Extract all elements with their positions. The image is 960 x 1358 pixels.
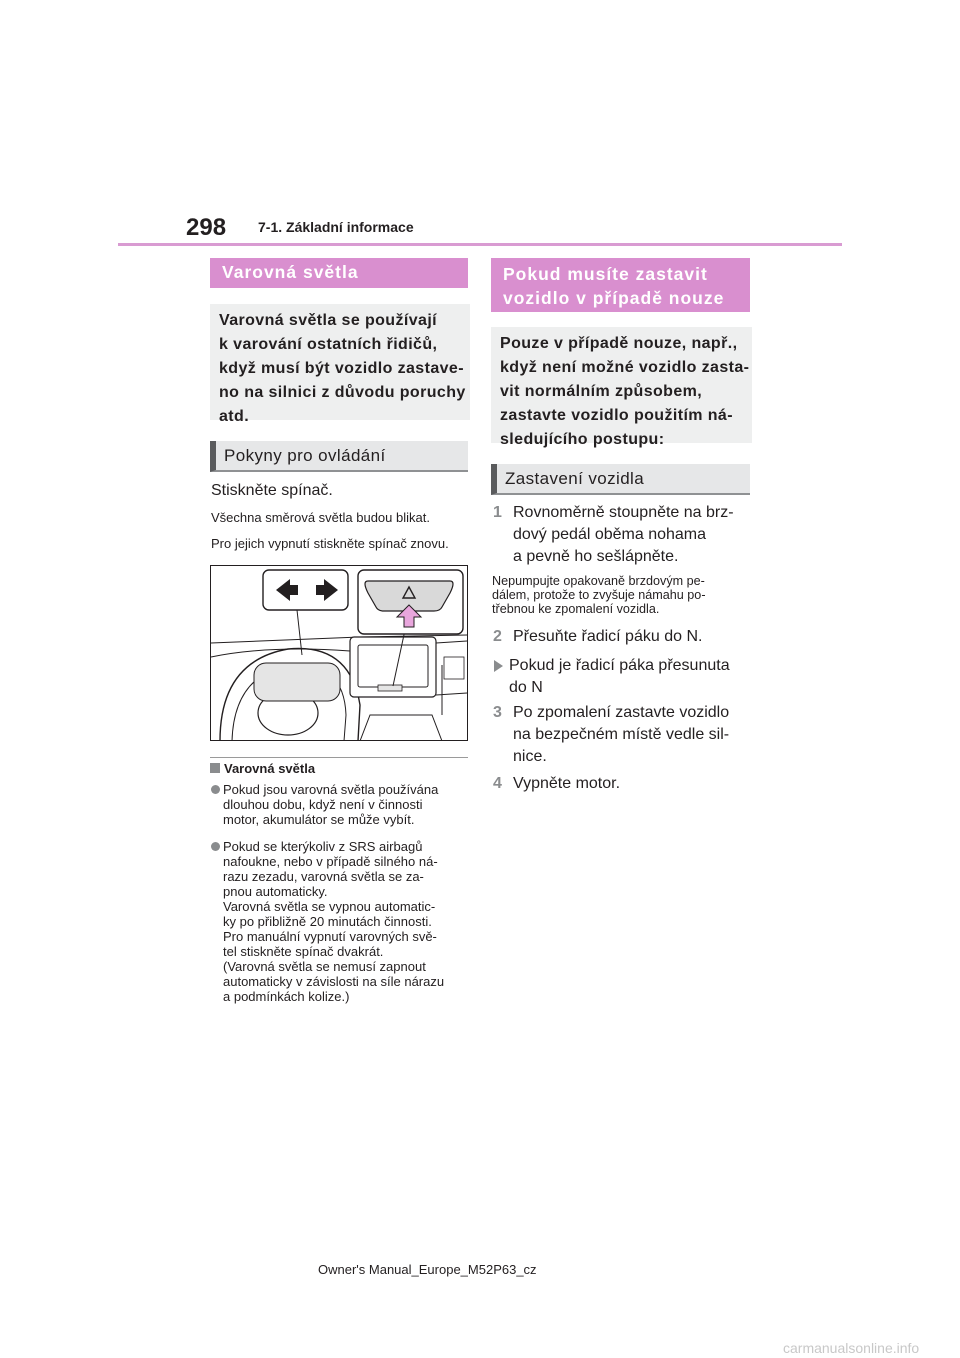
section-title-hazard-lights [210, 258, 468, 288]
notes-heading-text: Varovná světla [224, 761, 316, 776]
notes-divider [210, 757, 468, 758]
step-1-note [492, 574, 706, 616]
notes-heading [210, 761, 315, 776]
footer-manual-id: Owner's Manual_Europe_M52P63_cz [318, 1262, 537, 1277]
sub-step-gear-in-n [509, 655, 730, 699]
section-title-emergency-stop [491, 258, 750, 312]
step-3-text [513, 702, 729, 768]
step-2-text: Přesuňte řadicí páku do N. [513, 628, 703, 645]
intro-line: sledujícího postupu: [500, 431, 665, 448]
step-number-1: 1 [493, 504, 502, 521]
note-line: a podmínkách kolize.) [223, 989, 350, 1004]
subheading-text: Zastavení vozidla [505, 469, 645, 488]
note-line: dlouhou dobu, když není v činnosti [223, 797, 423, 812]
note-line: dálem, protože to zvyšuje námahu po- [492, 588, 706, 602]
subheading-text: Pokyny pro ovládání [224, 446, 386, 465]
subheading-operation [210, 441, 468, 472]
step-1-text [513, 502, 734, 568]
note-line: Nepumpujte opakovaně brzdovým pe- [492, 574, 705, 588]
step-line: dový pedál oběma nohama [513, 526, 707, 543]
switch-panel [378, 685, 402, 691]
intro-line: když není možné vozidlo zasta- [500, 359, 750, 376]
note-line: ky po přibližně 20 minutách činnosti. [223, 914, 432, 929]
center-display [358, 645, 428, 687]
note-line: Pokud jsou varovná světla používána [223, 782, 439, 797]
note-airbag-auto [223, 839, 444, 1004]
step-number-2: 2 [493, 628, 502, 645]
intro-box-emergency [491, 327, 752, 448]
note-line: Pro manuální vypnutí varovných svě- [223, 929, 437, 944]
note-line: (Varovná světla se nemusí zapnout [223, 959, 426, 974]
note-line: Pokud se kterýkoliv z SRS airbagů [223, 839, 423, 854]
intro-line: zastavte vozidlo použitím ná- [500, 407, 733, 424]
note-line: třebnou ke zpomalení vozidla. [492, 602, 660, 616]
note-line: automaticky v závislosti na síle nárazu [223, 974, 445, 989]
bullet-dot-icon [211, 785, 220, 794]
note-line: tel stiskněte spínač dvakrát. [223, 944, 384, 959]
section-title-text: Varovná světla [222, 262, 359, 282]
note-battery-drain [223, 782, 438, 827]
bullet-dot-icon [211, 842, 220, 851]
step-line: nice. [513, 748, 547, 765]
step-line: Po zpomalení zastavte vozidlo [513, 704, 730, 721]
instrument-cluster [254, 663, 340, 701]
intro-line: když musí být vozidlo zastave- [219, 360, 464, 377]
step-line: Rovnoměrně stoupněte na brz- [513, 504, 734, 521]
info-press-again: Pro jejich vypnutí stiskněte spínač znovu. [211, 536, 449, 551]
sub-step-line: do N [509, 679, 543, 696]
section-title-line: Pokud musíte zastavit [503, 264, 708, 284]
intro-line: no na silnici z důvodu poruchy [219, 384, 466, 401]
intro-line: k varování ostatních řidičů, [219, 336, 438, 353]
note-line: Varovná světla se vypnou automatic- [223, 899, 436, 914]
step-4-text: Vypněte motor. [513, 775, 621, 792]
square-bullet-icon [210, 763, 220, 773]
note-line: motor, akumulátor se může vybít. [223, 812, 415, 827]
step-line: a pevně ho sešlápněte. [513, 548, 679, 565]
chapter-title: 7-1. Základní informace [258, 219, 414, 235]
air-vent [444, 657, 464, 679]
triangle-bullet-icon [494, 660, 503, 672]
intro-line: vit normálním způsobem, [500, 383, 703, 400]
subheading-stopping [491, 464, 750, 495]
intro-box-hazard [210, 304, 470, 425]
instruction-press-switch: Stiskněte spínač. [211, 482, 333, 499]
section-title-line: vozidlo v případě nouze [503, 288, 725, 308]
page-number: 298 [186, 214, 227, 241]
step-number-4: 4 [493, 775, 502, 792]
watermark: carmanualsonline.info [783, 1340, 920, 1356]
note-line: razu zezadu, varovná světla se za- [223, 869, 424, 884]
note-line: nafoukne, nebo v případě silného ná- [223, 854, 438, 869]
header-rule [118, 243, 842, 246]
intro-line: Pouze v případě nouze, např., [500, 335, 738, 352]
intro-line: Varovná světla se používají [219, 312, 438, 329]
note-line: pnou automaticky. [223, 884, 328, 899]
info-all-signals-flash: Všechna směrová světla budou blikat. [211, 510, 430, 525]
sub-step-line: Pokud je řadicí páka přesunuta [509, 657, 730, 674]
hazard-switch-illustration [210, 565, 468, 741]
step-number-3: 3 [493, 704, 502, 721]
step-line: na bezpečném místě vedle sil- [513, 726, 730, 743]
intro-line: atd. [219, 408, 250, 425]
